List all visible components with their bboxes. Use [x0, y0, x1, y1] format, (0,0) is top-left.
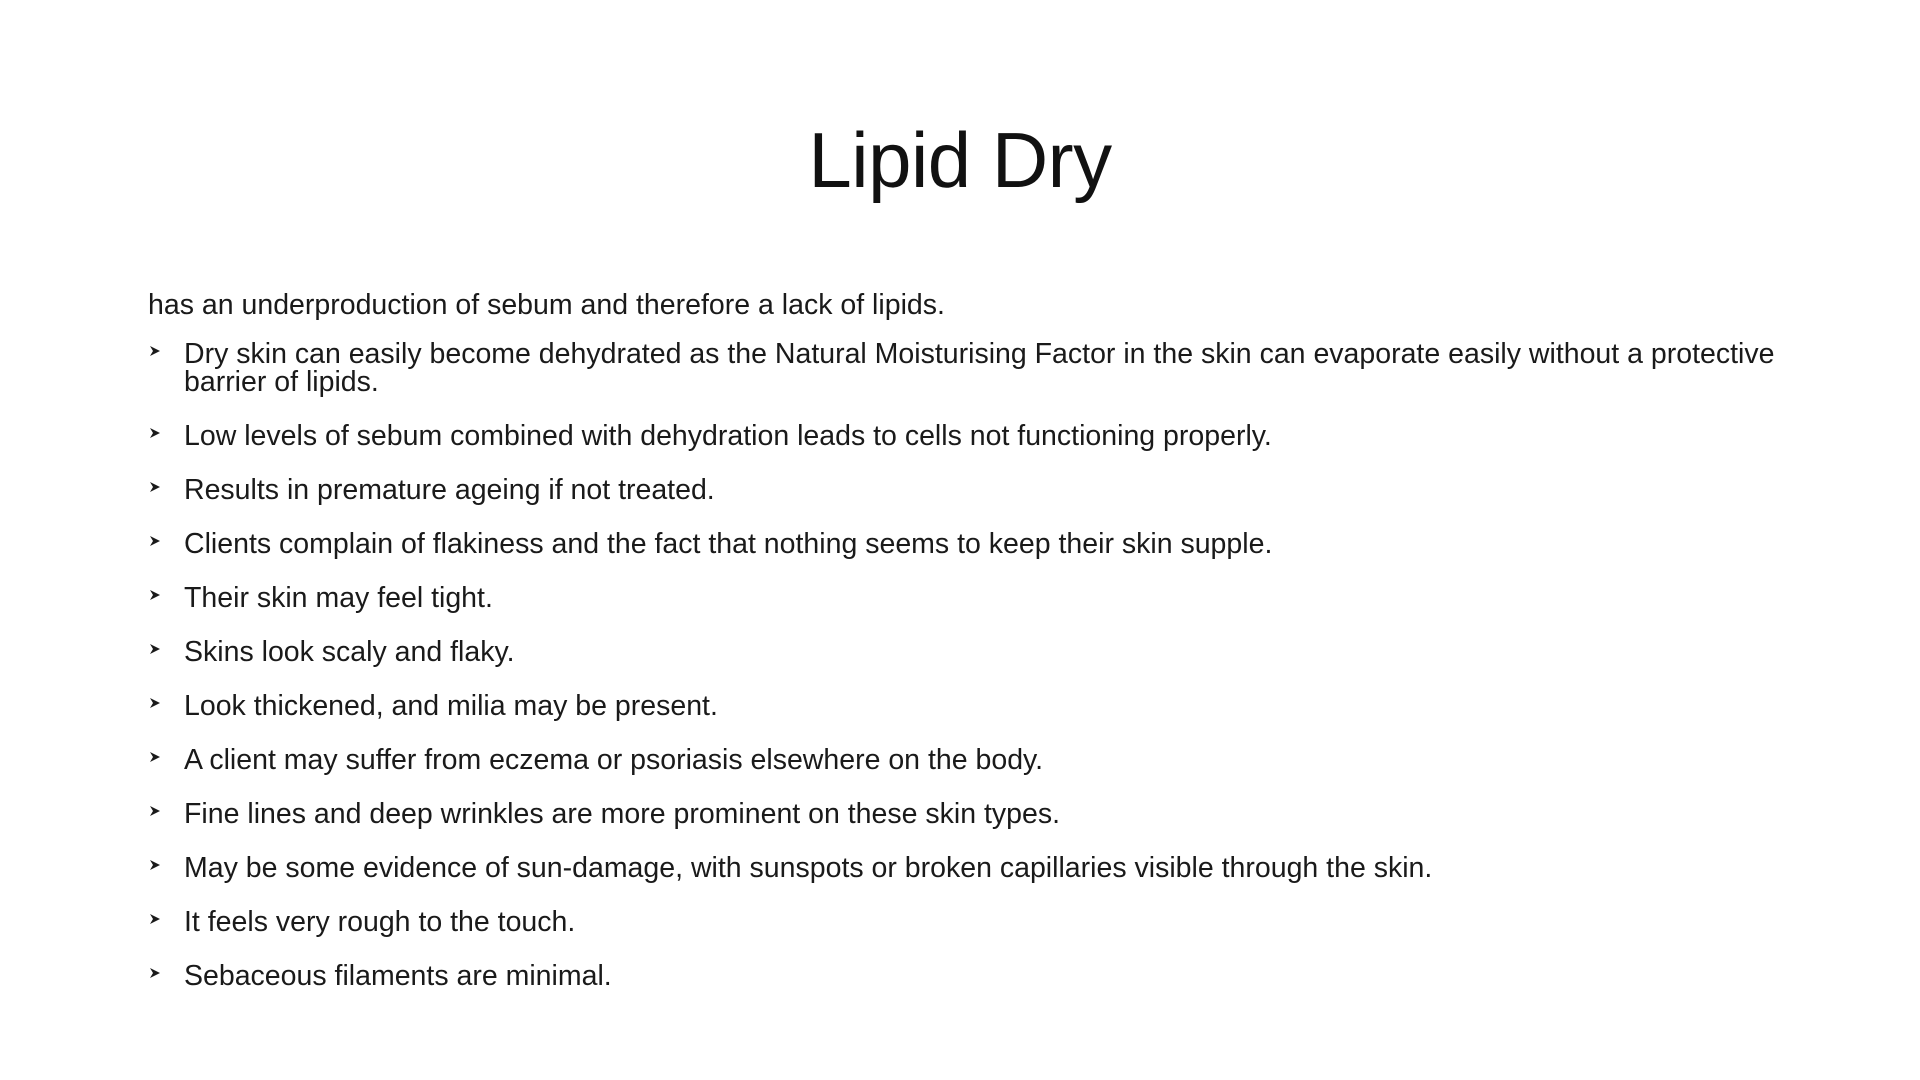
arrowhead-bullet-icon [148, 344, 162, 358]
slide-body [148, 286, 1808, 1011]
bullet-text: Results in premature ageing if not treated. [184, 474, 715, 506]
arrowhead-bullet-icon [148, 750, 162, 764]
arrowhead-bullet-icon [148, 966, 162, 980]
arrowhead-bullet-icon [148, 642, 162, 656]
bullet-text: Fine lines and deep wrinkles are more prominent on these skin types. [184, 798, 1061, 830]
intro-text: has an underproduction of sebum and therefore a lack of lipids. [148, 289, 945, 321]
arrowhead-bullet-icon [148, 804, 162, 818]
arrowhead-bullet-icon [148, 858, 162, 872]
list-item [148, 795, 1808, 828]
slide-title: Lipid Dry [808, 116, 1112, 204]
arrowhead-bullet-icon [148, 912, 162, 926]
list-item [148, 525, 1808, 558]
bullet-text: Skins look scaly and flaky. [184, 636, 515, 668]
list-item [148, 579, 1808, 612]
list-item [148, 849, 1808, 882]
list-item [148, 335, 1808, 396]
list-item [148, 687, 1808, 720]
list-item [148, 417, 1808, 450]
bullet-text: May be some evidence of sun-damage, with sunspots or broken capillaries visible through the skin. [184, 852, 1433, 884]
bullet-text: It feels very rough to the touch. [184, 906, 576, 938]
list-item [148, 741, 1808, 774]
bullet-text: Look thickened, and milia may be present. [184, 690, 718, 722]
bullet-text: Sebaceous filaments are minimal. [184, 960, 612, 992]
list-item [148, 957, 1808, 990]
bullet-list [148, 335, 1808, 990]
arrowhead-bullet-icon [148, 534, 162, 548]
arrowhead-bullet-icon [148, 426, 162, 440]
arrowhead-bullet-icon [148, 480, 162, 494]
list-item [148, 471, 1808, 504]
bullet-text: Low levels of sebum combined with dehydration leads to cells not functioning properly. [184, 420, 1272, 452]
list-item [148, 633, 1808, 666]
bullet-text: Clients complain of flakiness and the fact that nothing seems to keep their skin supple. [184, 528, 1273, 560]
bullet-text: A client may suffer from eczema or psoriasis elsewhere on the body. [184, 744, 1044, 776]
list-item [148, 903, 1808, 936]
arrowhead-bullet-icon [148, 696, 162, 710]
bullet-text: Dry skin can easily become dehydrated as the Natural Moisturising Factor in the skin can evaporate easily without a protective barrier of lipids. [184, 338, 1775, 398]
arrowhead-bullet-icon [148, 588, 162, 602]
bullet-text: Their skin may feel tight. [184, 582, 493, 614]
